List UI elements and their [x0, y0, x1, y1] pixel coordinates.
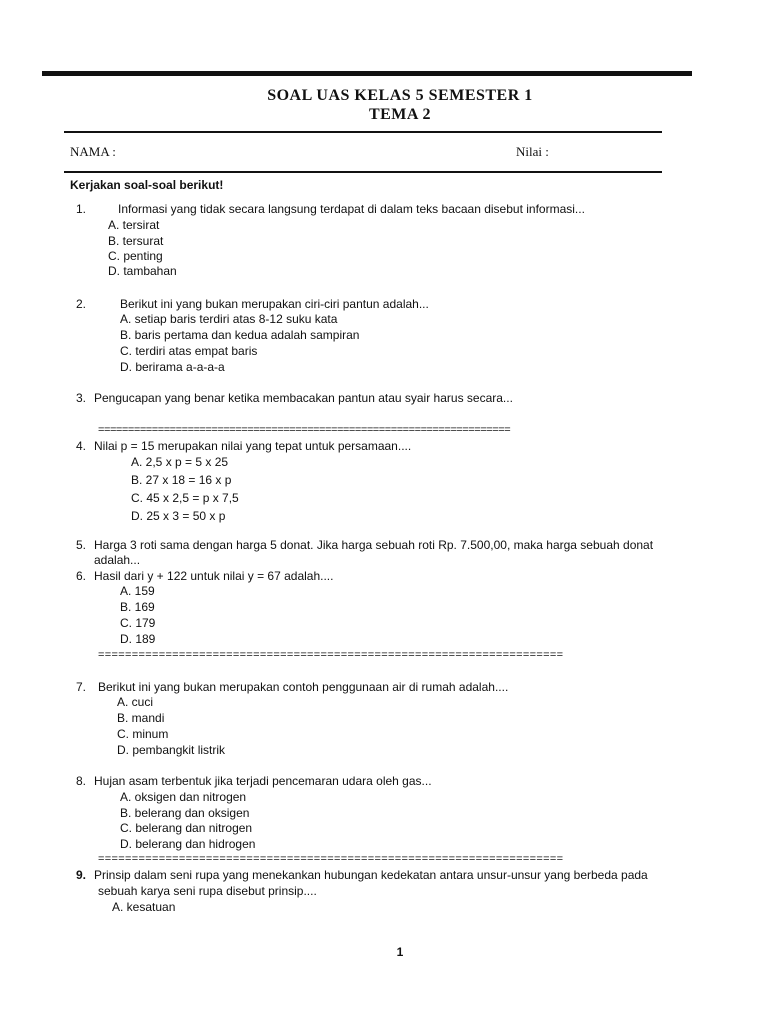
separator-line: =====================================================================: [98, 649, 564, 661]
separator-line: =====================================================================: [98, 853, 564, 865]
answer-option: A. 2,5 x p = 5 x 25: [131, 455, 229, 469]
header-rule-bottom: [64, 171, 662, 173]
question-number: 1.: [76, 202, 87, 216]
question-text: Hasil dari y + 122 untuk nilai y = 67 adalah....: [94, 569, 334, 583]
top-thick-rule: [42, 71, 692, 76]
answer-option: D. 25 x 3 = 50 x p: [131, 509, 226, 523]
answer-option: A. oksigen dan nitrogen: [120, 790, 247, 804]
answer-option: C. minum: [117, 727, 169, 741]
question-text-continued: adalah...: [94, 553, 141, 567]
answer-option: B. baris pertama dan kedua adalah sampiran: [120, 328, 360, 342]
answer-option: C. 179: [120, 616, 156, 630]
question-text: Informasi yang tidak secara langsung terdapat di dalam teks bacaan disebut informasi...: [118, 202, 585, 216]
exam-subtitle: TEMA 2: [368, 106, 432, 123]
answer-option: D. belerang dan hidrogen: [120, 837, 256, 851]
answer-option: A. setiap baris terdiri atas 8-12 suku kata: [120, 312, 338, 326]
question-number: 7.: [76, 680, 87, 694]
answer-option: D. pembangkit listrik: [117, 743, 226, 757]
question-text-continued: sebuah karya seni rupa disebut prinsip....: [98, 884, 317, 898]
answer-option: A. tersirat: [108, 218, 160, 232]
question-text: Prinsip dalam seni rupa yang menekankan hubungan kedekatan antara unsur-unsur yang berbeda pada: [94, 868, 648, 882]
answer-option: A. cuci: [117, 695, 154, 709]
answer-option: B. mandi: [117, 711, 165, 725]
question-number: 9.: [76, 868, 87, 882]
question-text: Berikut ini yang bukan merupakan contoh penggunaan air di rumah adalah....: [98, 680, 509, 694]
question-text: Nilai p = 15 merupakan nilai yang tepat untuk persamaan....: [94, 439, 412, 453]
answer-option: C. 45 x 2,5 = p x 7,5: [131, 491, 239, 505]
answer-option: A. 159: [120, 584, 155, 598]
answer-option: B. tersurat: [108, 234, 164, 248]
answer-option: C. terdiri atas empat baris: [120, 344, 258, 358]
exam-title: SOAL UAS KELAS 5 SEMESTER 1: [267, 87, 533, 104]
question-text: Harga 3 roti sama dengan harga 5 donat. Jika harga sebuah roti Rp. 7.500,00, maka harga sebuah donat: [94, 538, 654, 552]
question-number: 3.: [76, 391, 87, 405]
question-text: Pengucapan yang benar ketika membacakan pantun atau syair harus secara...: [94, 391, 513, 405]
answer-option: B. belerang dan oksigen: [120, 806, 250, 820]
question-number: 8.: [76, 774, 87, 788]
question-number: 4.: [76, 439, 87, 453]
question-number: 5.: [76, 538, 87, 552]
answer-option: A. kesatuan: [112, 900, 176, 914]
question-number: 2.: [76, 297, 87, 311]
answer-option: D. 189: [120, 632, 156, 646]
question-number: 6.: [76, 569, 87, 583]
answer-option: C. belerang dan nitrogen: [120, 821, 253, 835]
instruction: Kerjakan soal-soal berikut!: [70, 178, 224, 192]
separator-line: =====================================================================: [98, 424, 511, 436]
answer-option: D. berirama a-a-a-a: [120, 360, 225, 374]
answer-option: C. penting: [108, 249, 163, 263]
header-rule-top: [64, 131, 662, 133]
question-text: Berikut ini yang bukan merupakan ciri-ciri pantun adalah...: [120, 297, 429, 311]
name-label: NAMA :: [70, 144, 116, 159]
score-label: Nilai :: [516, 144, 549, 159]
answer-option: B. 27 x 18 = 16 x p: [131, 473, 232, 487]
question-text: Hujan asam terbentuk jika terjadi pencemaran udara oleh gas...: [94, 774, 432, 788]
page-number: 1: [396, 945, 404, 959]
answer-option: D. tambahan: [108, 264, 177, 278]
answer-option: B. 169: [120, 600, 155, 614]
